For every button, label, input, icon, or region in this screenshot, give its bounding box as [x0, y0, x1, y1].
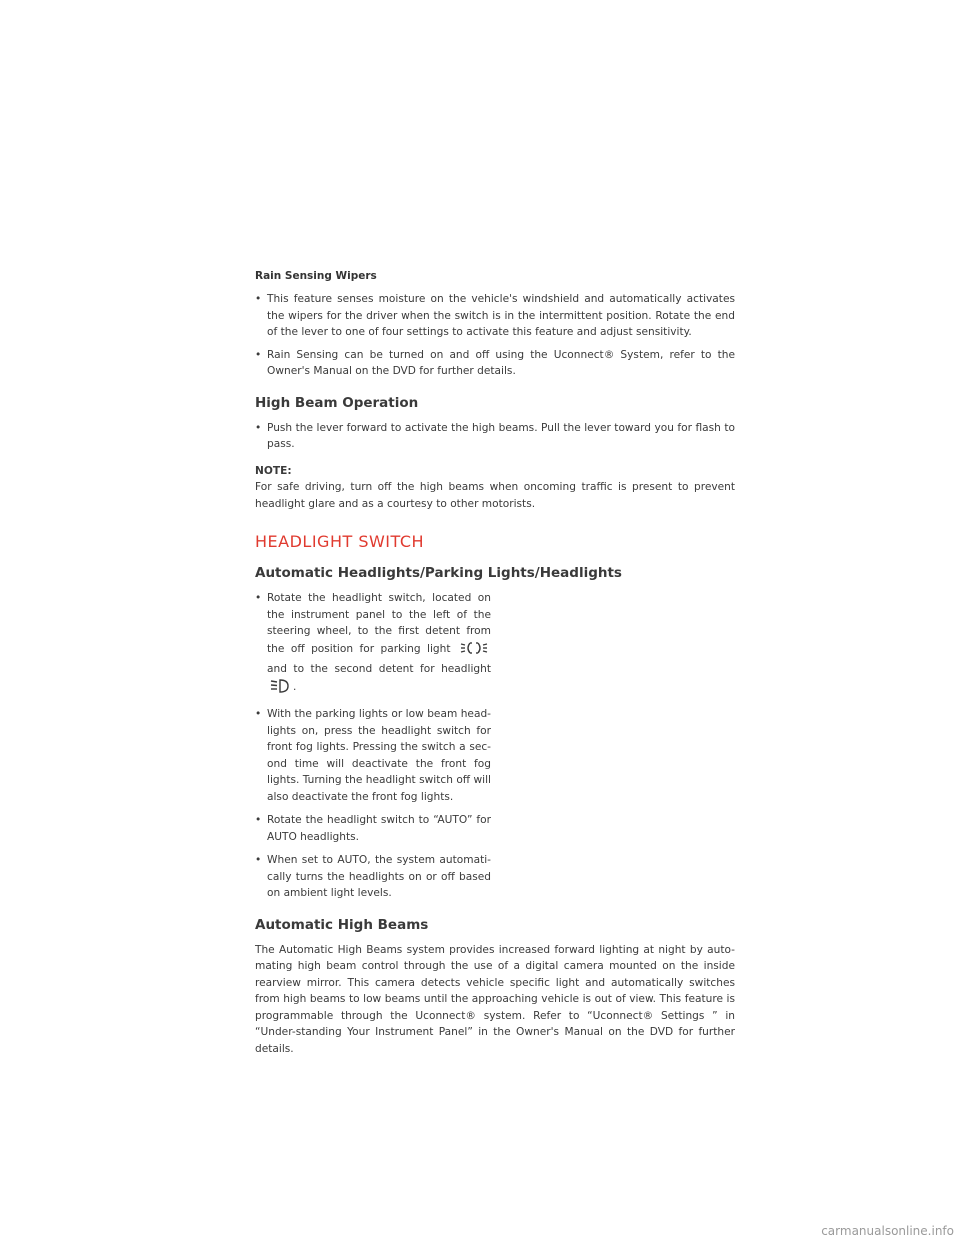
headlight-bullet-1-text-c: .: [293, 680, 297, 693]
headlight-switch-list: [255, 590, 491, 902]
page-content: [255, 268, 735, 1057]
auto-high-beams-heading: Automatic High Beams: [255, 916, 429, 933]
headlight-bullet-3: • Rotate the headlight switch to “AUTO” for AUTO headlights.: [255, 812, 491, 845]
headlight-switch-title: HEADLIGHT SWITCH: [255, 532, 425, 551]
high-beam-bullet-1: • Push the lever forward to activate the high beams. Pull the lever toward you for flash to pass.: [255, 420, 735, 453]
headlight-icon: [269, 678, 291, 700]
high-beam-list: [255, 420, 735, 453]
parking-light-icon: [459, 640, 489, 662]
rain-sensing-heading: Rain Sensing Wipers: [255, 270, 377, 282]
rain-sensing-list: [255, 291, 735, 380]
watermark: carmanualsonline.info: [821, 1224, 954, 1238]
note-label: NOTE:: [255, 464, 292, 477]
headlight-bullet-1: [255, 590, 491, 699]
rain-bullet-1: • This feature senses moisture on the vehicle's windshield and automatically activates the wipers for the driver when the switch is in the intermittent position. Rotate the end of the lever to one of four settings to activate this feature and adjust sensitivity.: [255, 291, 735, 341]
headlight-bullet-1-text-a: Rotate the headlight switch, located on the instrument panel to the left of the steering wheel, to the first detent from the off position for parking light: [267, 592, 491, 655]
auto-headlights-heading: Automatic Headlights/Parking Lights/Headlights: [255, 565, 622, 581]
note-text: For safe driving, turn off the high beams when oncoming traffic is present to prevent headlight glare and as a courtesy to other motorists.: [255, 481, 735, 510]
headlight-bullet-2: • With the parking lights or low beam head-lights on, press the headlight switch for front fog lights. Pressing the switch a sec-ond time will deactivate the front fog lights. Turning the headlight switch off will also deactivate the front fog lights.: [255, 706, 491, 805]
headlight-bullet-4: • When set to AUTO, the system automati-cally turns the headlights on or off based on ambient light levels.: [255, 852, 491, 902]
rain-bullet-2: • Rain Sensing can be turned on and off using the Uconnect® System, refer to the Owner's Manual on the DVD for further details.: [255, 347, 735, 380]
headlight-bullet-1-text-b: and to the second detent for headlight: [267, 663, 491, 675]
auto-high-beams-text: The Automatic High Beams system provides increased forward lighting at night by auto-mating high beam control through the use of a digital camera mounted on the inside rearview mirror. This camera detects vehicle specific light and automatically switches from high beams to low beams until the approaching vehicle is out of view. This feature is programmable through the Uconnect® system. Refer to “Uconnect® Settings ” in “Under-standing Your Instrument Panel” in the Owner's Manual on the DVD for further details.: [255, 943, 735, 1055]
high-beam-heading: High Beam Operation: [255, 394, 419, 411]
